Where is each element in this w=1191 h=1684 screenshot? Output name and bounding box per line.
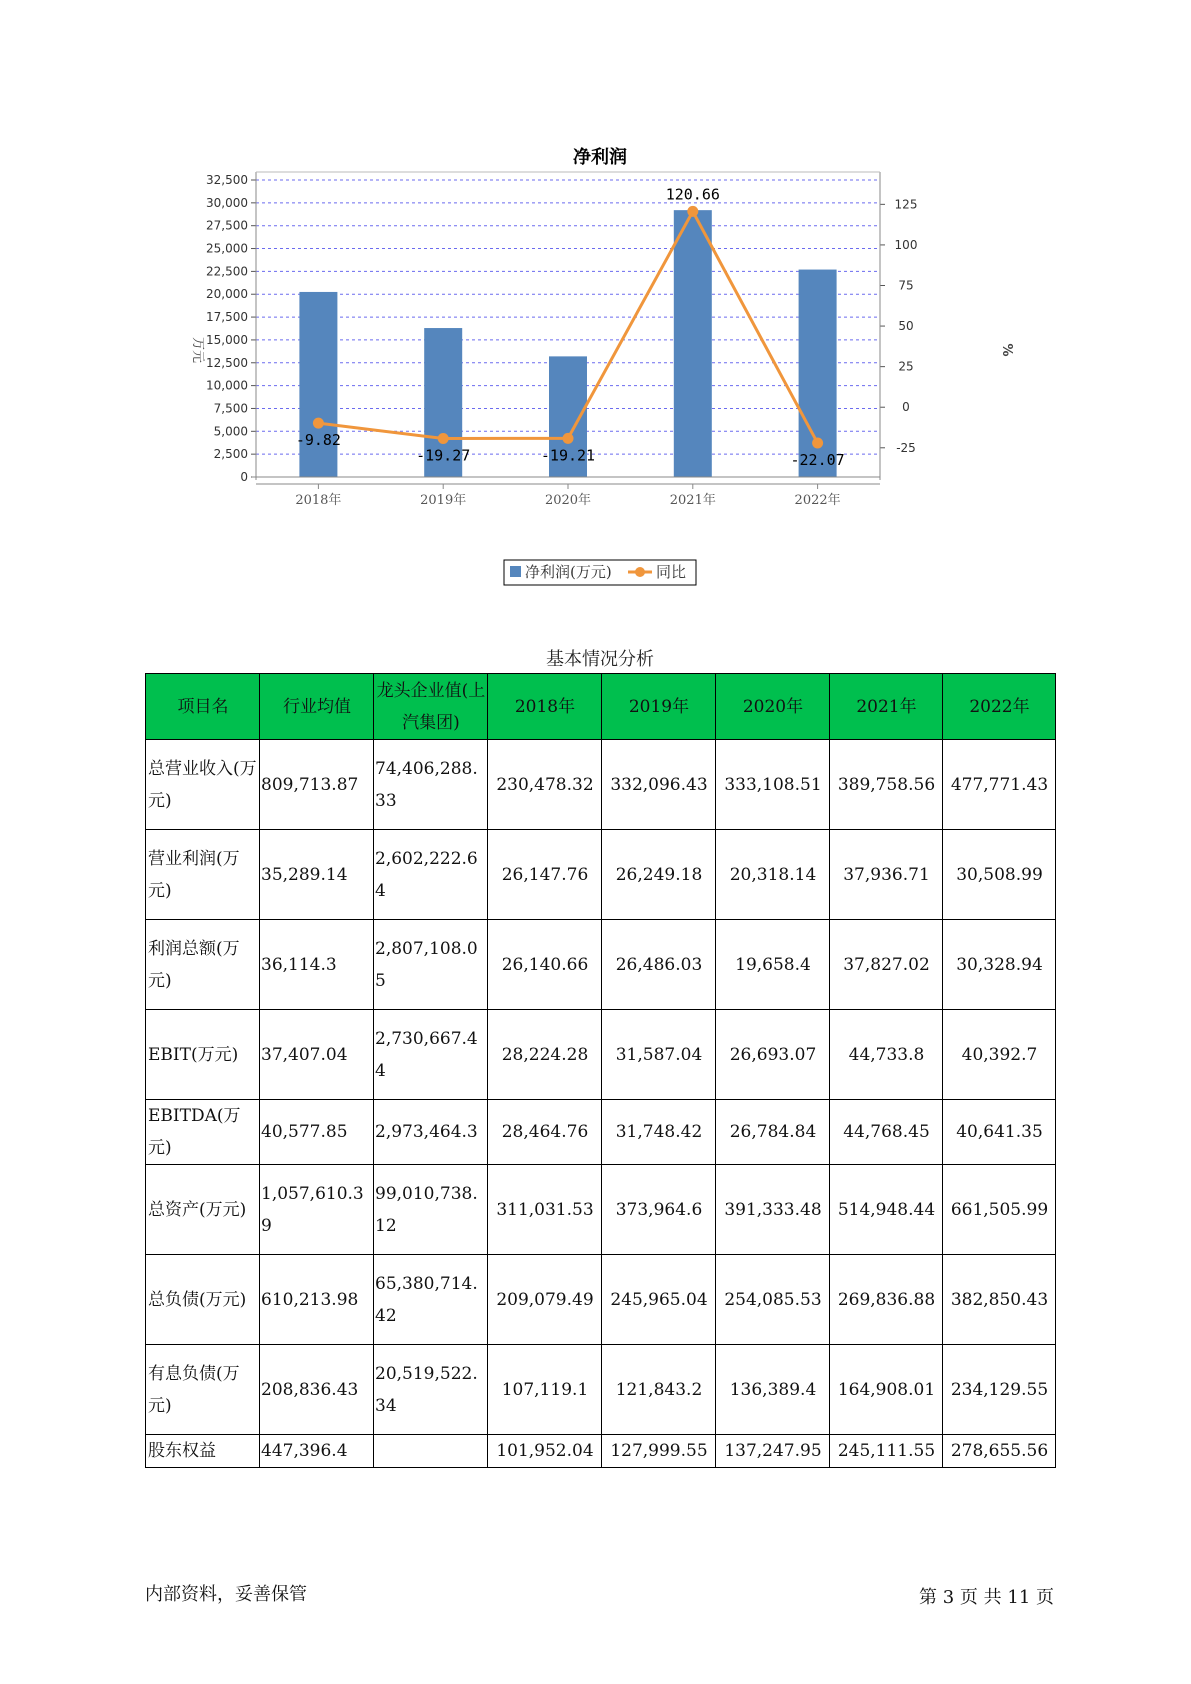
table-header-cell: 行业均值 bbox=[260, 674, 374, 740]
table-cell: 40,392.7 bbox=[943, 1010, 1056, 1100]
table-cell: 30,328.94 bbox=[943, 920, 1056, 1010]
table-row bbox=[146, 830, 1056, 920]
table-cell: 101,952.04 bbox=[488, 1435, 602, 1468]
table-cell: 40,641.35 bbox=[943, 1100, 1056, 1165]
table-cell bbox=[374, 1435, 488, 1468]
y2-tick-label: 100 bbox=[894, 237, 918, 252]
yoy-point bbox=[563, 433, 574, 444]
table-header-cell: 龙头企业值(上汽集团) bbox=[374, 674, 488, 740]
table-row-label: 总资产(万元) bbox=[146, 1165, 260, 1255]
table-cell: 136,389.4 bbox=[716, 1345, 830, 1435]
yoy-point bbox=[687, 206, 698, 217]
table-cell: 31,748.42 bbox=[602, 1100, 716, 1165]
y-tick-label: 2,500 bbox=[213, 447, 248, 462]
y2-axis-label: % bbox=[999, 343, 1014, 357]
table-cell: 127,999.55 bbox=[602, 1435, 716, 1468]
table-header-cell: 2020年 bbox=[716, 674, 830, 740]
y2-tick-label: 0 bbox=[902, 400, 910, 415]
y-axis-label: 万元 bbox=[190, 336, 205, 364]
yoy-data-label: -19.21 bbox=[540, 446, 596, 465]
table-cell: 20,519,522.34 bbox=[374, 1345, 488, 1435]
y-tick-label: 32,500 bbox=[206, 173, 248, 187]
legend-bar-swatch bbox=[510, 566, 521, 577]
table-row-label: 有息负债(万元) bbox=[146, 1345, 260, 1435]
chart-title: 净利润 bbox=[573, 147, 627, 168]
table-cell: 26,693.07 bbox=[716, 1010, 830, 1100]
table-cell: 2,807,108.05 bbox=[374, 920, 488, 1010]
table-header-cell: 2022年 bbox=[943, 674, 1056, 740]
table-row-label: 利润总额(万元) bbox=[146, 920, 260, 1010]
table-row bbox=[146, 1165, 1056, 1255]
table-cell: 333,108.51 bbox=[716, 740, 830, 830]
yoy-data-label: -9.82 bbox=[295, 431, 341, 450]
net-profit-chart bbox=[0, 0, 1191, 620]
table-header-cell: 项目名 bbox=[146, 674, 260, 740]
table-title: 基本情况分析 bbox=[546, 649, 654, 670]
y2-tick-label: -25 bbox=[896, 440, 916, 455]
y-tick-label: 17,500 bbox=[206, 310, 248, 325]
table-cell: 610,213.98 bbox=[260, 1255, 374, 1345]
table-cell: 30,508.99 bbox=[943, 830, 1056, 920]
table-cell: 269,836.88 bbox=[830, 1255, 943, 1345]
table-row-label: 股东权益 bbox=[146, 1435, 260, 1468]
table-row-label: 总负债(万元) bbox=[146, 1255, 260, 1345]
bar bbox=[674, 210, 712, 477]
table-cell: 278,655.56 bbox=[943, 1435, 1056, 1468]
table-cell: 26,140.66 bbox=[488, 920, 602, 1010]
footer-page-number: 第 3 页 共 11 页 bbox=[919, 1587, 1054, 1608]
y-tick-label: 20,000 bbox=[206, 287, 248, 302]
table-cell: 37,936.71 bbox=[830, 830, 943, 920]
table-cell: 44,733.8 bbox=[830, 1010, 943, 1100]
legend-bar-label: 净利润(万元) bbox=[525, 563, 612, 581]
x-tick-label: 2022年 bbox=[794, 493, 841, 508]
yoy-point bbox=[812, 438, 823, 449]
table-row bbox=[146, 1255, 1056, 1345]
yoy-data-label: 120.66 bbox=[665, 185, 720, 204]
table-cell: 661,505.99 bbox=[943, 1165, 1056, 1255]
table-cell: 373,964.6 bbox=[602, 1165, 716, 1255]
legend-line-marker bbox=[635, 567, 645, 577]
table-cell: 1,057,610.39 bbox=[260, 1165, 374, 1255]
table-cell: 26,486.03 bbox=[602, 920, 716, 1010]
table-cell: 26,784.84 bbox=[716, 1100, 830, 1165]
y-tick-label: 10,000 bbox=[206, 378, 248, 393]
yoy-data-label: -22.07 bbox=[790, 451, 845, 470]
table-cell: 2,730,667.44 bbox=[374, 1010, 488, 1100]
table-cell: 208,836.43 bbox=[260, 1345, 374, 1435]
table-cell: 99,010,738.12 bbox=[374, 1165, 488, 1255]
table-cell: 514,948.44 bbox=[830, 1165, 943, 1255]
y-tick-label: 30,000 bbox=[206, 195, 248, 210]
x-tick-label: 2021年 bbox=[669, 493, 716, 508]
table-row-label: EBITDA(万元) bbox=[146, 1100, 260, 1165]
y2-tick-label: 125 bbox=[894, 197, 918, 212]
table-cell: 245,965.04 bbox=[602, 1255, 716, 1345]
yoy-point bbox=[313, 418, 324, 429]
chart-legend bbox=[504, 560, 696, 585]
table-cell: 2,973,464.3 bbox=[374, 1100, 488, 1165]
table-cell: 26,249.18 bbox=[602, 830, 716, 920]
table-cell: 332,096.43 bbox=[602, 740, 716, 830]
table-cell: 28,224.28 bbox=[488, 1010, 602, 1100]
y-tick-label: 12,500 bbox=[206, 355, 248, 370]
table-cell: 74,406,288.33 bbox=[374, 740, 488, 830]
table-cell: 36,114.3 bbox=[260, 920, 374, 1010]
table-cell: 28,464.76 bbox=[488, 1100, 602, 1165]
table-cell: 31,587.04 bbox=[602, 1010, 716, 1100]
y-tick-label: 0 bbox=[240, 470, 248, 484]
table-cell: 447,396.4 bbox=[260, 1435, 374, 1468]
table-cell: 230,478.32 bbox=[488, 740, 602, 830]
table-header-cell: 2021年 bbox=[830, 674, 943, 740]
y-tick-label: 27,500 bbox=[206, 218, 248, 233]
y2-tick-label: 25 bbox=[898, 359, 914, 374]
y-tick-label: 25,000 bbox=[206, 241, 248, 256]
table-row bbox=[146, 1345, 1056, 1435]
table-cell: 382,850.43 bbox=[943, 1255, 1056, 1345]
table-cell: 121,843.2 bbox=[602, 1345, 716, 1435]
table-cell: 809,713.87 bbox=[260, 740, 374, 830]
table-cell: 209,079.49 bbox=[488, 1255, 602, 1345]
footer-confidential-note: 内部资料，妥善保管 bbox=[145, 1584, 307, 1605]
x-tick-label: 2018年 bbox=[295, 493, 342, 508]
table-cell: 254,085.53 bbox=[716, 1255, 830, 1345]
table-cell: 391,333.48 bbox=[716, 1165, 830, 1255]
table-row bbox=[146, 740, 1056, 830]
table-cell: 234,129.55 bbox=[943, 1345, 1056, 1435]
y2-tick-label: 75 bbox=[898, 278, 914, 293]
x-tick-label: 2019年 bbox=[420, 493, 467, 508]
table-cell: 20,318.14 bbox=[716, 830, 830, 920]
table-cell: 19,658.4 bbox=[716, 920, 830, 1010]
table-cell: 37,407.04 bbox=[260, 1010, 374, 1100]
table-cell: 137,247.95 bbox=[716, 1435, 830, 1468]
table-header-cell: 2019年 bbox=[602, 674, 716, 740]
table-header-cell: 2018年 bbox=[488, 674, 602, 740]
table-row-label: 营业利润(万元) bbox=[146, 830, 260, 920]
table-cell: 65,380,714.42 bbox=[374, 1255, 488, 1345]
yoy-data-label: -19.27 bbox=[416, 446, 471, 465]
basic-analysis-table bbox=[145, 673, 1056, 1468]
table-row-label: EBIT(万元) bbox=[146, 1010, 260, 1100]
x-tick-label: 2020年 bbox=[544, 493, 592, 508]
bar bbox=[299, 292, 337, 477]
table-row bbox=[146, 1100, 1056, 1165]
legend-line-label: 同比 bbox=[656, 563, 687, 581]
table-row-label: 总营业收入(万元) bbox=[146, 740, 260, 830]
table-cell: 164,908.01 bbox=[830, 1345, 943, 1435]
y-tick-label: 22,500 bbox=[206, 264, 248, 279]
table-row bbox=[146, 1010, 1056, 1100]
table-cell: 44,768.45 bbox=[830, 1100, 943, 1165]
y-tick-label: 7,500 bbox=[213, 401, 248, 416]
table-row bbox=[146, 1435, 1056, 1468]
table-cell: 2,602,222.64 bbox=[374, 830, 488, 920]
table-header-row bbox=[146, 674, 1056, 740]
table-cell: 245,111.55 bbox=[830, 1435, 943, 1468]
y2-tick-label: 50 bbox=[898, 319, 914, 334]
table-row bbox=[146, 920, 1056, 1010]
table-cell: 107,119.1 bbox=[488, 1345, 602, 1435]
table-cell: 35,289.14 bbox=[260, 830, 374, 920]
y-tick-label: 5,000 bbox=[213, 424, 248, 439]
table-cell: 40,577.85 bbox=[260, 1100, 374, 1165]
table-cell: 389,758.56 bbox=[830, 740, 943, 830]
table-cell: 311,031.53 bbox=[488, 1165, 602, 1255]
table-cell: 26,147.76 bbox=[488, 830, 602, 920]
yoy-point bbox=[438, 433, 449, 444]
y-tick-label: 15,000 bbox=[206, 332, 248, 347]
table-cell: 37,827.02 bbox=[830, 920, 943, 1010]
table-cell: 477,771.43 bbox=[943, 740, 1056, 830]
